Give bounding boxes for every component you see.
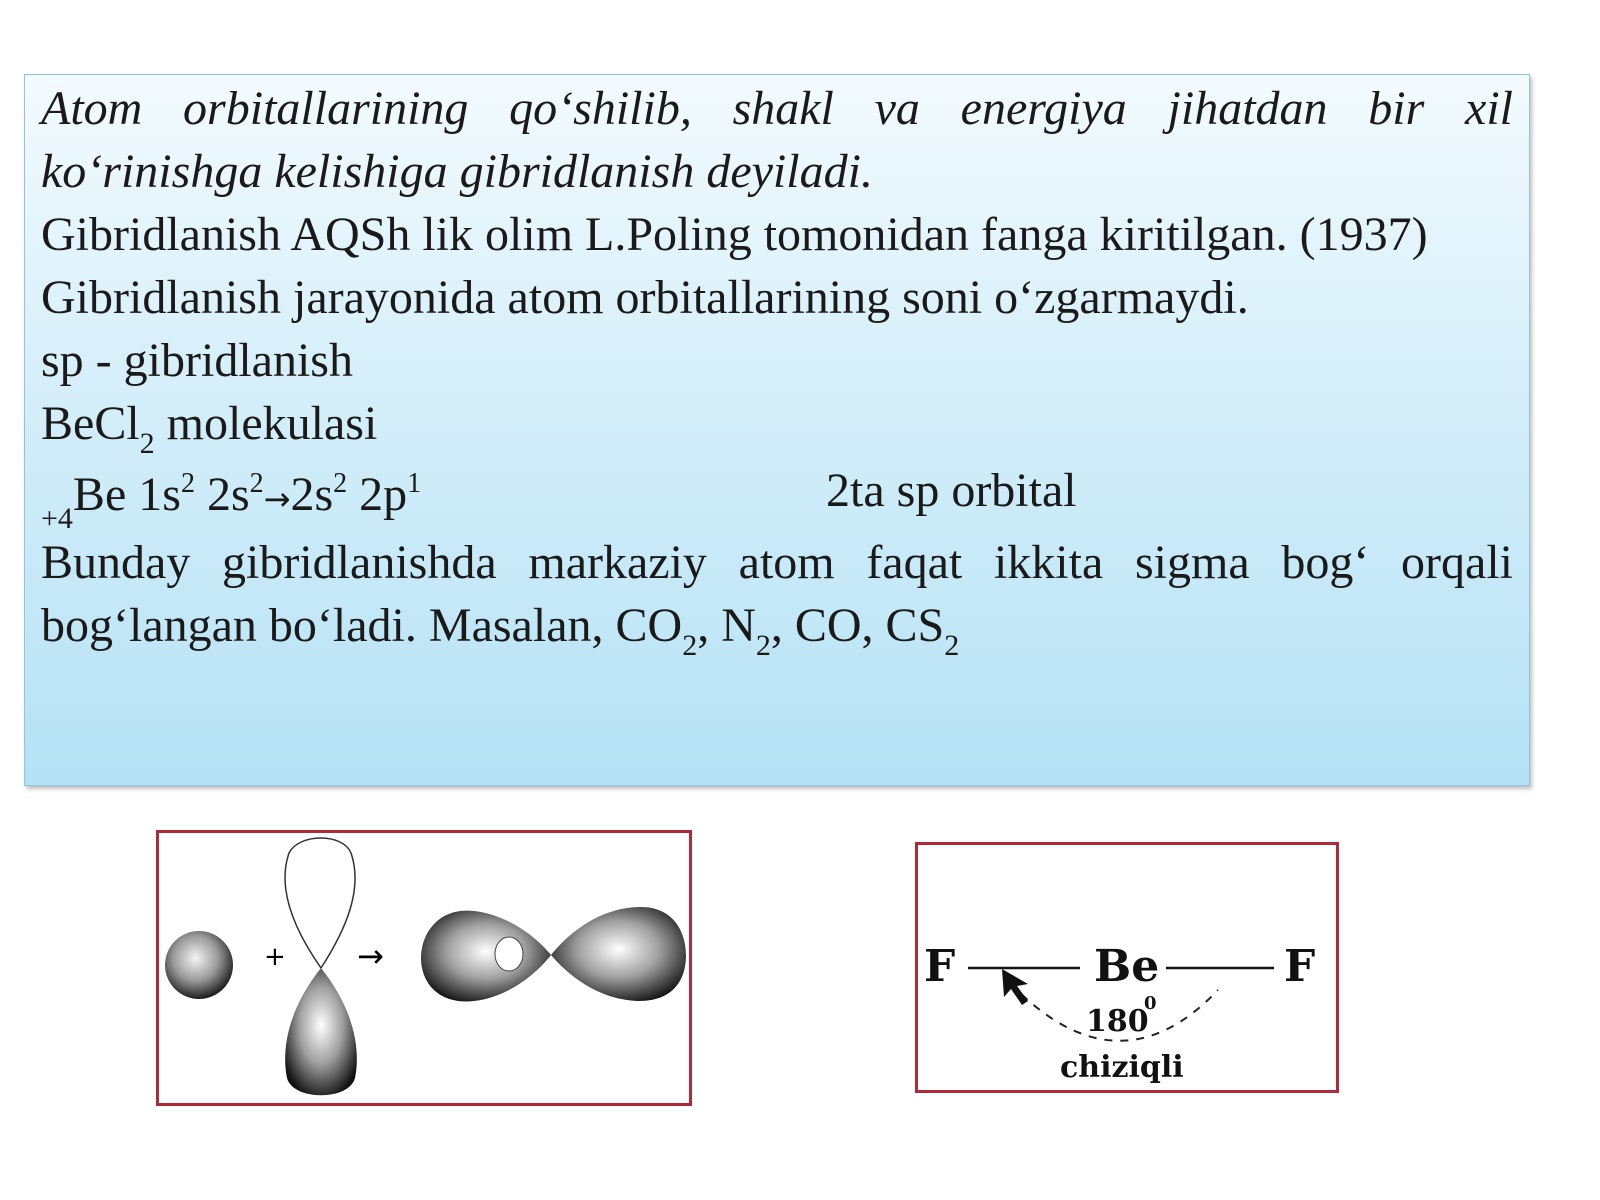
s-orbital-sphere — [165, 931, 233, 999]
n2-formula: , N — [697, 599, 756, 652]
element-symbol: Be — [72, 468, 127, 521]
right-fluorine-label: F — [1284, 941, 1316, 992]
definition-text: Atom orbitallarining qo‘shilib, shakl va energiya jihatdan bir xil ko‘rinishga kelishiga gibridlanish deyiladi. — [41, 82, 1513, 198]
molecule-formula: BeCl — [41, 397, 140, 450]
excited-2p-exponent: 1 — [407, 468, 422, 499]
hybrid-orbital-inner-highlight — [495, 937, 523, 971]
excited-2s-exponent: 2 — [333, 468, 348, 499]
p-orbital-upper-lobe — [285, 838, 355, 968]
orbital-2s: 2s — [194, 468, 250, 521]
reaction-arrow: → — [357, 937, 384, 975]
linear-molecule-diagram — [918, 845, 1336, 1090]
sigma-bond-text — [41, 531, 1513, 662]
cs2-subscript: 2 — [944, 629, 960, 662]
molecule-label: molekulasi — [154, 397, 378, 450]
orbital-2s-exponent: 2 — [249, 468, 264, 499]
orbital-count-text: Gibridlanish jarayonida atom orbitallarining soni o‘zgarmaydi. — [41, 271, 1249, 324]
configuration-formula — [41, 463, 422, 535]
geometry-caption: chiziqli — [1060, 1050, 1184, 1085]
beryllium-label: Be — [1094, 941, 1160, 992]
n2-subscript: 2 — [755, 629, 771, 662]
sigma-sentence: Bunday gibridlanishda markaziy atom faqat ikkita sigma bog‘ orqali bog‘langan bo‘ladi. Masalan, CO — [41, 536, 1513, 652]
excitation-arrow: → — [263, 480, 291, 518]
orbital-1s-exponent: 2 — [180, 468, 195, 499]
nuclear-charge: +4 — [41, 502, 73, 535]
history-text: Gibridlanish AQSh lik olim L.Poling tomonidan fanga kiritilgan. (1937) — [41, 208, 1428, 261]
co-cs2-formula: , CO, CS — [770, 599, 945, 652]
molecule-formula-subscript: 2 — [139, 427, 155, 460]
electron-configuration — [41, 455, 1513, 535]
molecule-line — [41, 392, 1513, 460]
excited-2p: 2p — [347, 468, 408, 521]
hybrid-result: 2ta sp orbital — [826, 464, 1077, 517]
left-fluorine-label: F — [924, 941, 956, 992]
definition-panel — [24, 74, 1530, 786]
hybrid-orbital-large-lobe — [551, 907, 686, 1001]
linear-molecule-figure — [915, 842, 1339, 1093]
cursor-arrow-icon — [1002, 969, 1028, 1005]
hybrid-orbital-small-lobe — [421, 911, 551, 1002]
excited-2s: 2s — [290, 468, 334, 521]
p-orbital-lower-lobe — [285, 968, 357, 1095]
orbital-1s: 1s — [126, 468, 181, 521]
angle-value: 180 — [1086, 1004, 1149, 1039]
orbital-hybridization-diagram — [159, 833, 689, 1103]
sp-heading: sp - gibridlanish — [41, 334, 353, 387]
orbital-hybridization-figure — [156, 830, 692, 1106]
co2-subscript: 2 — [682, 629, 698, 662]
angle-degree-mark: 0 — [1144, 993, 1157, 1014]
plus-sign: + — [264, 942, 286, 972]
